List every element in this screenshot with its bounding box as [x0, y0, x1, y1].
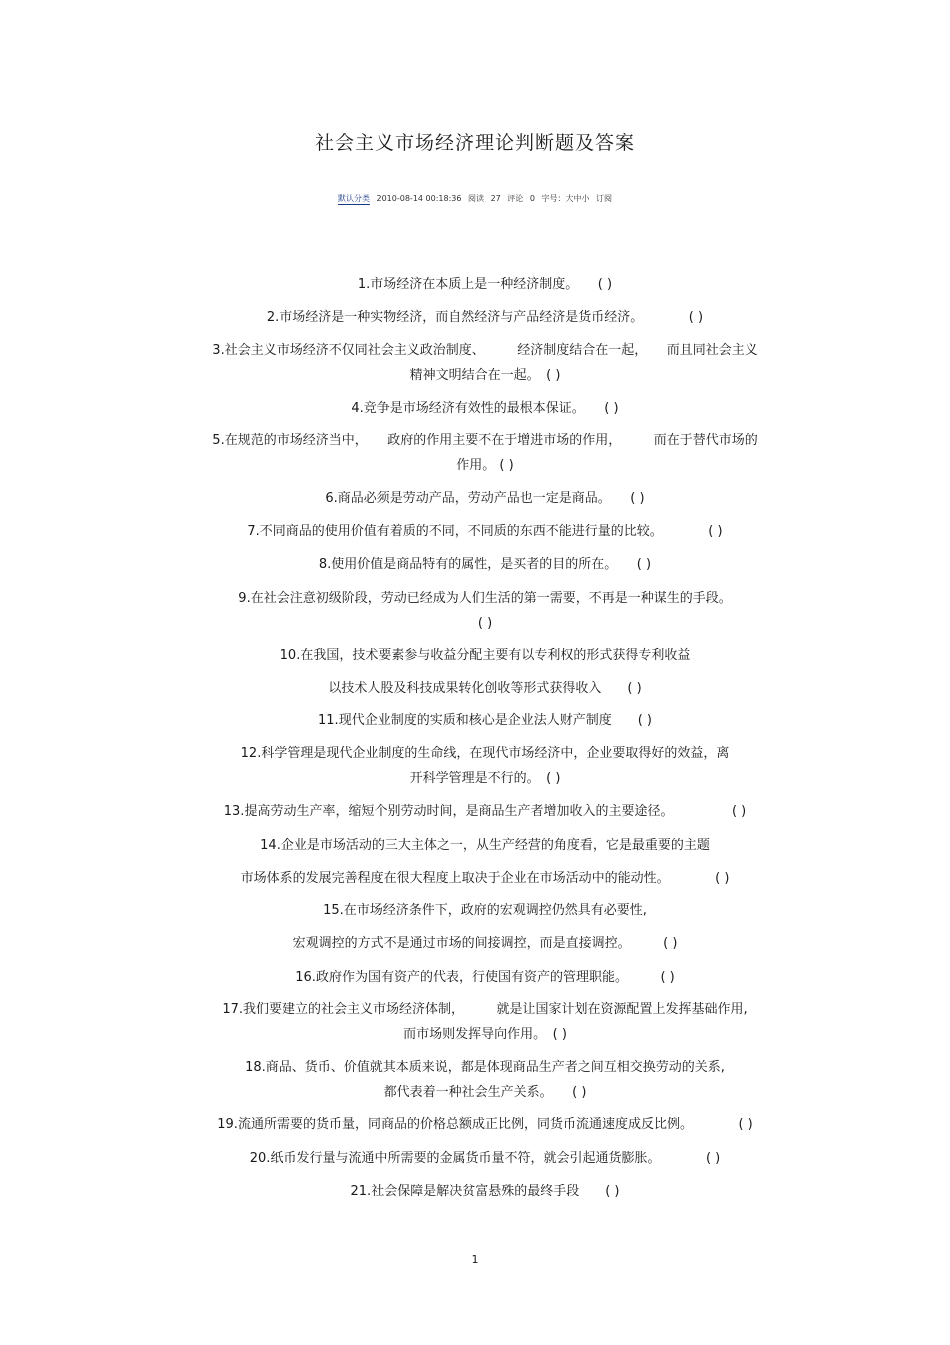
- question-14-cont: 市场体系的发展完善程度在很大程度上取决于企业在市场活动中的能动性。 ( ): [240, 871, 730, 886]
- question-8: 8.使用价值是商品特有的属性，是买者的目的所在。 ( ): [318, 557, 652, 572]
- question-5: 5.在规范的市场经济当中， 政府的作用主要不在于增进市场的作用， 而在于替代市场的 作用。 ( ): [212, 433, 758, 473]
- subscribe-link[interactable]: 订阅: [596, 194, 613, 203]
- font-size-control[interactable]: 字号：大中小: [541, 194, 590, 203]
- question-12: 12.科学管理是现代企业制度的生命线，在现代市场经济中，企业要取得好的效益，离 开科学管理是不行的。 ( ): [240, 746, 730, 786]
- question-4: 4.竞争是市场经济有效性的最根本保证。 ( ): [351, 401, 619, 416]
- question-18: 18.商品、货币、价值就其本质来说，都是体现商品生产者之间互相交换劳动的关系, 都代表着一种社会生产关系。 ( ): [245, 1060, 725, 1100]
- read-label: 阅读: [468, 194, 485, 203]
- post-datetime: 2010-08-14 00:18:36: [376, 194, 462, 203]
- question-15-cont: 宏观调控的方式不是通过市场的间接调控，而是直接调控。 ( ): [292, 936, 678, 951]
- question-7: 7.不同商品的使用价值有着质的不同，不同质的东西不能进行量的比较。 ( ): [247, 524, 723, 539]
- question-10-cont: 以技术人股及科技成果转化创收等形式获得收入 ( ): [328, 681, 642, 696]
- question-6: 6.商品必须是劳动产品，劳动产品也一定是商品。 ( ): [325, 491, 645, 506]
- question-14: 14.企业是市场活动的三大主体之一，从生产经营的角度看，它是最重要的主题: [260, 838, 710, 853]
- read-count: 27: [490, 194, 501, 203]
- page-number: 1: [471, 1253, 479, 1266]
- question-15: 15.在市场经济条件下，政府的宏观调控仍然具有必要性,: [323, 903, 647, 918]
- question-11: 11.现代企业制度的实质和核心是企业法人财产制度 ( ): [318, 713, 652, 728]
- question-16: 16.政府作为国有资产的代表，行使国有资产的管理职能。 ( ): [295, 970, 675, 985]
- question-10: 10.在我国，技术要素参与收益分配主要有以专利权的形式获得专利收益: [279, 648, 691, 663]
- question-2: 2.市场经济是一种实物经济，而自然经济与产品经济是货币经济。 ( ): [266, 310, 704, 325]
- question-9: 9.在社会注意初级阶段，劳动已经成为人们生活的第一需要，不再是一种谋生的手段。 ( ): [238, 591, 732, 631]
- question-1: 1.市场经济在本质上是一种经济制度。 ( ): [357, 277, 613, 292]
- question-3: 3.社会主义市场经济不仅同社会主义政治制度、 经济制度结合在一起， 而且同社会主义 精神文明结合在一起。 ( ): [212, 343, 758, 383]
- question-17: 17.我们要建立的社会主义市场经济体制， 就是让国家计划在资源配置上发挥基础作用, 而市场则发挥导向作用。 ( ): [222, 1002, 748, 1042]
- question-21: 21.社会保障是解决贫富悬殊的最终手段 ( ): [350, 1184, 620, 1199]
- question-19: 19.流通所需要的货币量，同商品的价格总额成正比例，同货币流通速度成反比例。 ( ): [217, 1117, 753, 1132]
- comment-count: 0: [529, 194, 535, 203]
- question-13: 13.提高劳动生产率，缩短个别劳动时间，是商品生产者增加收入的主要途径。 ( ): [223, 804, 747, 819]
- category-link[interactable]: 默认分类: [337, 194, 370, 203]
- page-title: 社会主义市场经济理论判断题及答案: [314, 132, 635, 154]
- question-20: 20.纸币发行量与流通中所需要的金属货币量不符，就会引起通货膨胀。 ( ): [249, 1151, 721, 1166]
- post-meta: [0, 193, 950, 204]
- comment-label[interactable]: 评论: [507, 194, 524, 203]
